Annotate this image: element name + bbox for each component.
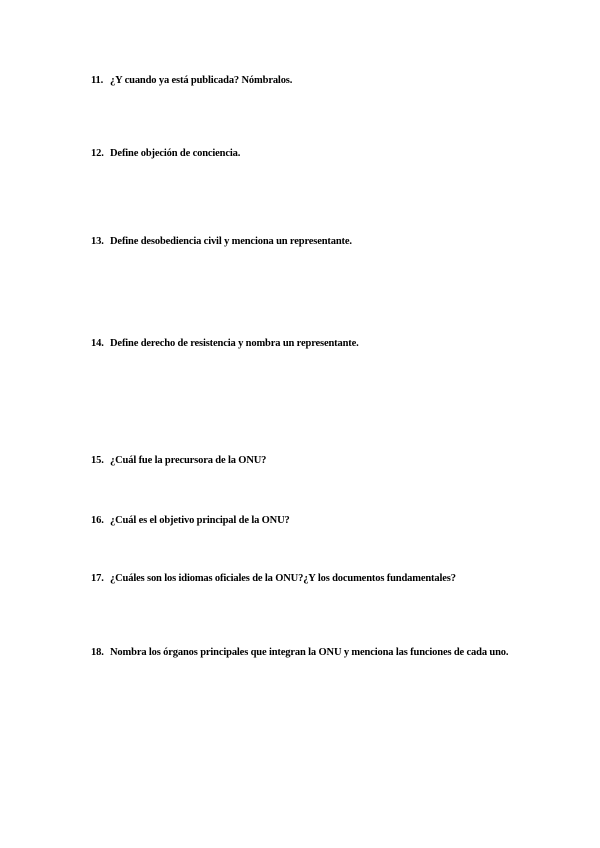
question-number: 16. (91, 515, 104, 526)
question-text: Nombra los órganos principales que integran la ONU y menciona las funciones de cada uno. (110, 647, 509, 658)
question-number: 11. (91, 75, 104, 86)
question-13 (91, 234, 531, 250)
question-14 (91, 336, 531, 352)
question-text: Define objeción de conciencia. (110, 148, 241, 159)
question-16 (91, 513, 531, 529)
question-number: 18. (91, 647, 104, 658)
question-text: ¿Cuál fue la precursora de la ONU? (110, 455, 267, 466)
question-17 (91, 571, 531, 587)
question-number: 12. (91, 148, 104, 159)
question-text: ¿Cuál es el objetivo principal de la ONU? (110, 515, 290, 526)
question-18 (91, 645, 531, 661)
question-text: ¿Cuáles son los idiomas oficiales de la ONU?¿Y los documentos fundamentales? (110, 573, 456, 584)
question-number: 13. (91, 236, 104, 247)
question-text: ¿Y cuando ya está publicada? Nómbralos. (110, 75, 293, 86)
question-12 (91, 146, 531, 162)
question-15 (91, 453, 531, 469)
question-text: Define desobediencia civil y menciona un representante. (110, 236, 352, 247)
question-text: Define derecho de resistencia y nombra un representante. (110, 338, 359, 349)
question-number: 14. (91, 338, 104, 349)
question-number: 15. (91, 455, 104, 466)
question-number: 17. (91, 573, 104, 584)
question-11 (91, 73, 531, 89)
